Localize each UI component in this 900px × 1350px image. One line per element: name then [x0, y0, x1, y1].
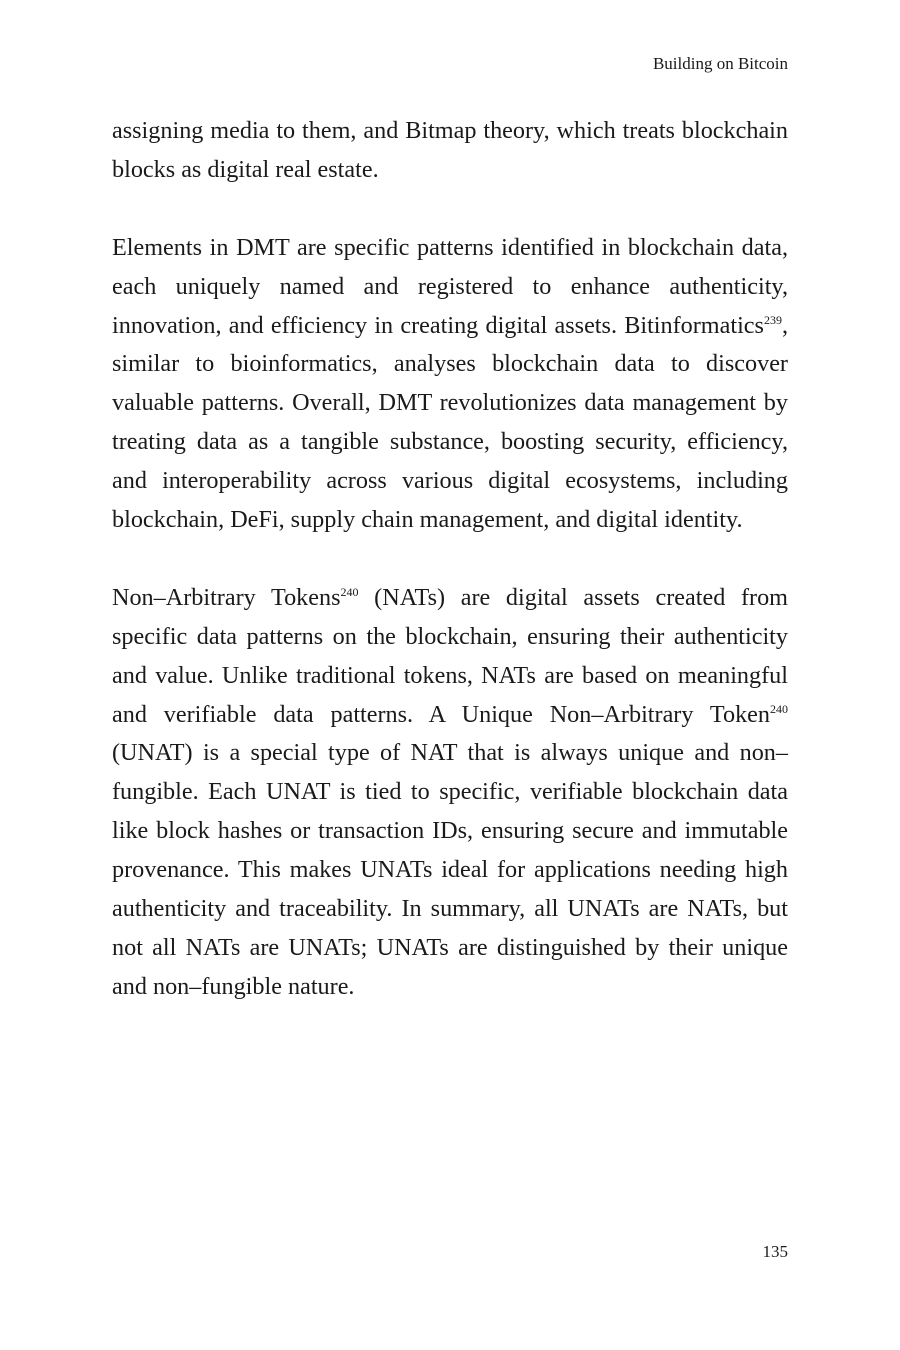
- text-segment: (NATs) are digital assets created from specific data patterns on the blockchain, ensuring their authenticity and value. Unlike traditional tokens, NATs are based on meaningful and verifiable data patterns. A Unique Non–Arbitrary Token: [112, 583, 788, 728]
- paragraph-1: [112, 112, 788, 190]
- paragraph-2: [112, 229, 788, 540]
- text-segment: , similar to bioinformatics, analyses blockchain data to discover valuable patterns. Overall, DMT revolutionizes data management by treating data as a tangible substance, boosting security, efficiency, and interoperability across various digital ecosystems, including blockchain, DeFi, supply chain management, and digital identity.: [112, 311, 788, 534]
- page-number: 135: [762, 1242, 788, 1261]
- footnote-ref-240[interactable]: 240: [770, 701, 788, 716]
- text-segment: Non–Arbitrary Tokens: [112, 583, 341, 611]
- footnote-ref-239[interactable]: 239: [763, 312, 782, 327]
- text-segment: Elements in DMT are specific patterns identified in blockchain data, each uniquely named and registered to enhance authenticity, innovation, and efficiency in creating digital assets. Bitinformatics: [112, 233, 788, 339]
- body-text: [112, 112, 788, 1046]
- running-header: Building on Bitcoin: [652, 54, 788, 73]
- paragraph-3: [112, 579, 788, 1007]
- text-segment: (UNAT) is a special type of NAT that is always unique and non–fungible. Each UNAT is tied to specific, verifiable blockchain data like block hashes or transaction IDs, ensuring secure and immutable provenance. This makes UNATs ideal for applications needing high authenticity and traceability. In summary, all UNATs are NATs, but not all NATs are UNATs; UNATs are distinguished by their unique and non–fungible nature.: [112, 739, 788, 1000]
- text-segment: assigning media to them, and Bitmap theory, which treats blockchain blocks as digital real estate.: [112, 117, 788, 183]
- footnote-ref-240[interactable]: 240: [340, 584, 359, 599]
